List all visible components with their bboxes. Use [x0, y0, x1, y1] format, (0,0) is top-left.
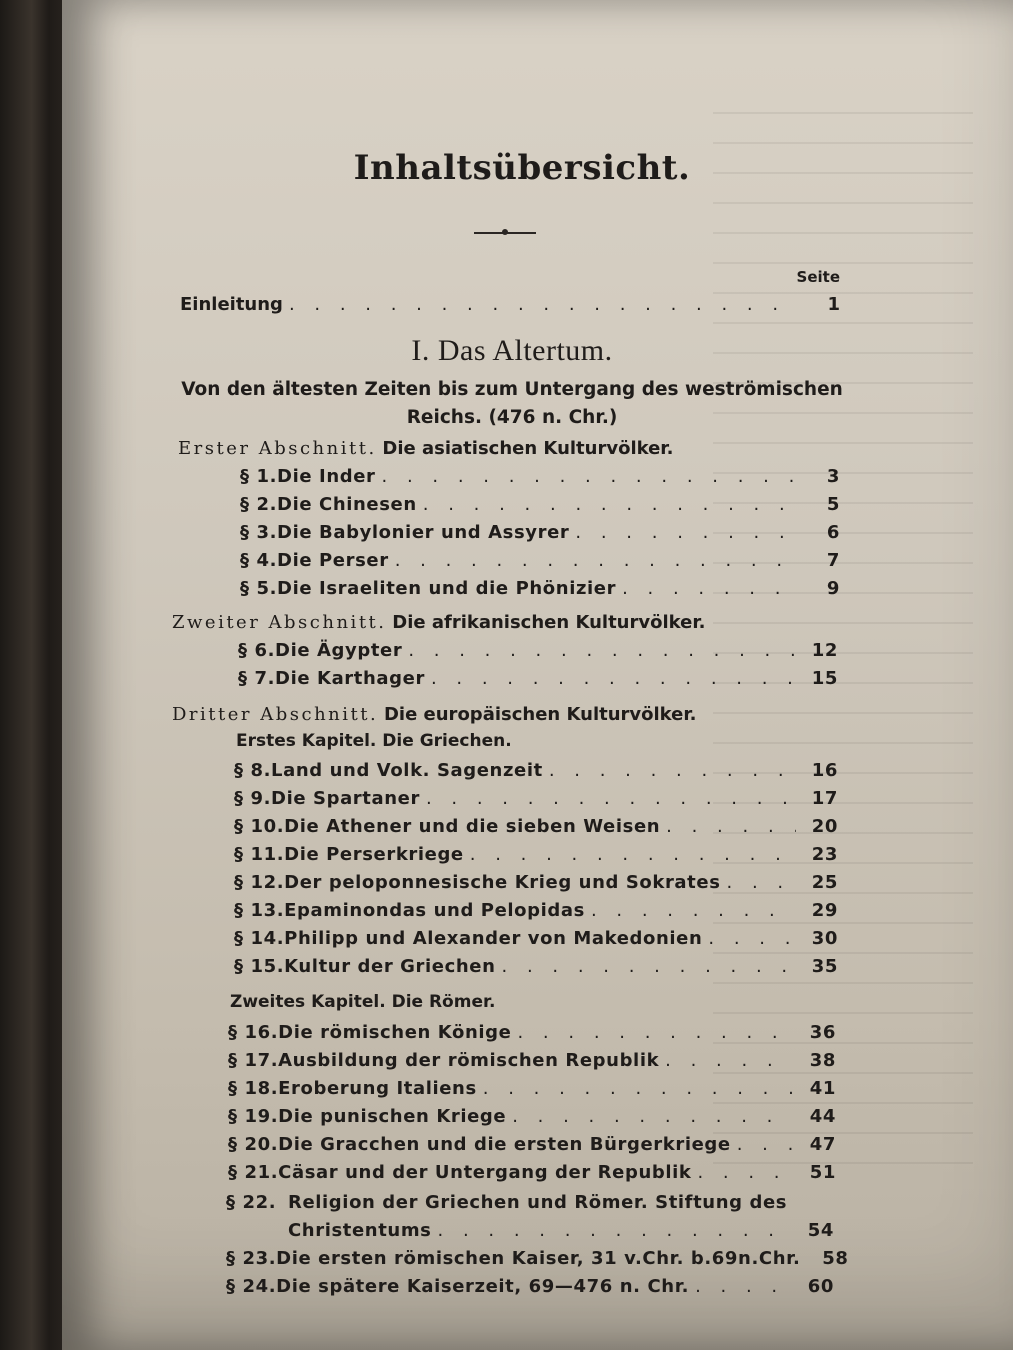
entry-number: § 19.: [228, 1106, 279, 1127]
toc-entry: [234, 816, 838, 837]
entry-page: 29: [811, 900, 838, 921]
part-subtitle-line1: Von den ältesten Zeiten bis zum Untergang des weströmischen: [181, 379, 843, 400]
leader-dots: [727, 872, 796, 893]
toc-entry: [234, 760, 838, 781]
entry-page: 9: [826, 578, 840, 599]
entry-page: 17: [811, 788, 838, 809]
entry-page: 3: [826, 466, 840, 487]
section-lead: Zweiter Abschnitt.: [172, 612, 387, 633]
entry-label: Einleitung: [180, 294, 283, 315]
toc-content: [62, 0, 1013, 1350]
leader-dots: [423, 494, 798, 515]
toc-entry: [234, 928, 838, 949]
toc-entry: [240, 466, 840, 487]
entry-number: § 7.: [238, 668, 276, 689]
entry-label-continued: Christentums: [288, 1220, 432, 1241]
entry-page: 35: [811, 956, 838, 977]
entry-page: 47: [809, 1134, 836, 1155]
leader-dots: [470, 844, 796, 865]
entry-label: Die Inder: [277, 466, 376, 487]
entry-number: § 6.: [238, 640, 276, 661]
entry-page: 51: [809, 1162, 836, 1183]
toc-entry: [228, 1134, 836, 1155]
entry-label: Die Perser: [277, 550, 389, 571]
entry-number: § 3.: [240, 522, 278, 543]
entry-page: 20: [811, 816, 838, 837]
entry-number: § 21.: [228, 1162, 279, 1183]
entry-label: Der peloponnesische Krieg und Sokrates: [284, 872, 721, 893]
entry-page: 25: [811, 872, 838, 893]
leader-dots: [502, 956, 796, 977]
entry-number: § 17.: [228, 1050, 279, 1071]
section-name: Die asiatischen Kulturvölker.: [382, 438, 674, 459]
entry-page: 12: [811, 640, 838, 661]
toc-entry: [238, 668, 838, 689]
toc-entry-line2: [288, 1220, 834, 1241]
entry-page: 5: [826, 494, 840, 515]
entry-label: Philipp und Alexander von Makedonien: [284, 928, 703, 949]
leader-dots: [575, 522, 798, 543]
toc-entry: [234, 956, 838, 977]
part-subtitle-line2: Reichs. (476 n. Chr.): [406, 407, 618, 428]
entry-page: 15: [811, 668, 838, 689]
entry-label: Die Spartaner: [271, 788, 420, 809]
entry-number: § 24.: [226, 1276, 277, 1297]
toc-entry: [234, 844, 838, 865]
toc-entry-line1: [226, 1192, 836, 1213]
toc-entry: [228, 1106, 836, 1127]
toc-entry: [228, 1162, 836, 1183]
entry-page: 44: [809, 1106, 836, 1127]
section-lead: Dritter Abschnitt.: [172, 704, 379, 725]
entry-label: Die Gracchen und die ersten Bürgerkriege: [278, 1134, 731, 1155]
toc-entry: [240, 578, 840, 599]
entry-page: 16: [811, 760, 838, 781]
toc-entry: [234, 872, 838, 893]
section-name: Die europäischen Kulturvölker.: [383, 704, 697, 725]
leader-dots: [708, 928, 796, 949]
entry-number: § 23.: [226, 1248, 277, 1269]
entry-page: 58: [822, 1248, 849, 1269]
entry-label: Epaminondas und Pelopidas: [284, 900, 585, 921]
toc-entry: [228, 1050, 836, 1071]
entry-label: Die Chinesen: [277, 494, 417, 515]
entry-label: Eroberung Italiens: [278, 1078, 477, 1099]
entry-number: § 9.: [234, 788, 272, 809]
leader-dots: [289, 294, 798, 315]
toc-entry: [238, 640, 838, 661]
leader-dots: [512, 1106, 794, 1127]
leader-dots: [591, 900, 796, 921]
entry-label: Die Karthager: [275, 668, 425, 689]
book-page: [62, 0, 1013, 1350]
leader-dots: [483, 1078, 794, 1099]
entry-page: 7: [826, 550, 840, 571]
leader-dots: [382, 466, 799, 487]
section-heading-3: [172, 704, 697, 725]
entry-label: Cäsar und der Untergang der Republik: [278, 1162, 692, 1183]
entry-page: 23: [811, 844, 838, 865]
section-heading-1: [178, 438, 673, 459]
section-heading-2: [172, 612, 705, 633]
leader-dots: [408, 640, 796, 661]
leader-dots: [438, 1220, 792, 1241]
entry-label: Ausbildung der römischen Republik: [278, 1050, 660, 1071]
entry-page: 38: [809, 1050, 836, 1071]
leader-dots: [395, 550, 798, 571]
leader-dots: [426, 788, 796, 809]
toc-entry-intro: [180, 294, 840, 315]
leader-dots: [549, 760, 796, 781]
leader-dots: [431, 668, 796, 689]
binding-edge: [0, 0, 70, 1350]
entry-label: Die Perserkriege: [284, 844, 464, 865]
leader-dots: [517, 1022, 794, 1043]
entry-page: 6: [826, 522, 840, 543]
entry-label: Die Israeliten und die Phönizier: [277, 578, 617, 599]
leader-dots: [695, 1276, 792, 1297]
section-name: Die afrikanischen Kulturvölker.: [392, 612, 706, 633]
entry-number: § 10.: [234, 816, 285, 837]
toc-entry: [234, 900, 838, 921]
entry-number: § 5.: [240, 578, 278, 599]
entry-page: 54: [807, 1220, 834, 1241]
toc-entry: [228, 1078, 836, 1099]
entry-number: § 20.: [228, 1134, 279, 1155]
entry-label: Religion der Griechen und Römer. Stiftung des: [288, 1192, 788, 1213]
entry-page: 1: [827, 294, 840, 315]
entry-label: Die punischen Kriege: [278, 1106, 507, 1127]
entry-label: Die römischen Könige: [278, 1022, 512, 1043]
toc-entry: [240, 494, 840, 515]
entry-page: 30: [811, 928, 838, 949]
chapter-heading-1: Erstes Kapitel. Die Griechen.: [236, 731, 512, 751]
entry-number: § 2.: [240, 494, 278, 515]
entry-number: § 15.: [234, 956, 285, 977]
entry-number: § 8.: [234, 760, 272, 781]
toc-entry: [226, 1276, 834, 1297]
leader-dots: [665, 1050, 794, 1071]
entry-number: § 1.: [240, 466, 278, 487]
title-ornament: [474, 232, 536, 234]
entry-number: § 22.: [226, 1192, 277, 1213]
entry-page: 36: [809, 1022, 836, 1043]
leader-dots: [697, 1162, 794, 1183]
page-title: Inhaltsübersicht.: [353, 148, 691, 188]
toc-entry: [228, 1022, 836, 1043]
entry-number: § 14.: [234, 928, 285, 949]
entry-number: § 11.: [234, 844, 285, 865]
seite-label: Seite: [796, 268, 840, 286]
entry-page: 41: [809, 1078, 836, 1099]
toc-entry: [226, 1248, 849, 1269]
toc-entry: [234, 788, 838, 809]
part-title: I. Das Altertum.: [411, 334, 613, 367]
leader-dots: [666, 816, 796, 837]
toc-entry: [240, 522, 840, 543]
entry-label: Die Athener und die sieben Weisen: [284, 816, 661, 837]
entry-page: 60: [807, 1276, 834, 1297]
chapter-heading-2: Zweites Kapitel. Die Römer.: [230, 992, 496, 1012]
entry-label: Land und Volk. Sagenzeit: [271, 760, 543, 781]
section-lead: Erster Abschnitt.: [178, 438, 377, 459]
entry-label: Die Ägypter: [275, 640, 403, 661]
entry-number: § 12.: [234, 872, 285, 893]
entry-number: § 13.: [234, 900, 285, 921]
entry-number: § 4.: [240, 550, 278, 571]
entry-label: Kultur der Griechen: [284, 956, 496, 977]
part-subtitle: [162, 376, 862, 432]
toc-entry: [240, 550, 840, 571]
entry-label: Die spätere Kaiserzeit, 69—476 n. Chr.: [276, 1276, 690, 1297]
entry-number: § 18.: [228, 1078, 279, 1099]
entry-label: Die Babylonier und Assyrer: [277, 522, 570, 543]
entry-number: § 16.: [228, 1022, 279, 1043]
leader-dots: [737, 1134, 794, 1155]
entry-label: Die ersten römischen Kaiser, 31 v.Chr. b.69n.Chr.: [276, 1248, 801, 1269]
leader-dots: [622, 578, 798, 599]
